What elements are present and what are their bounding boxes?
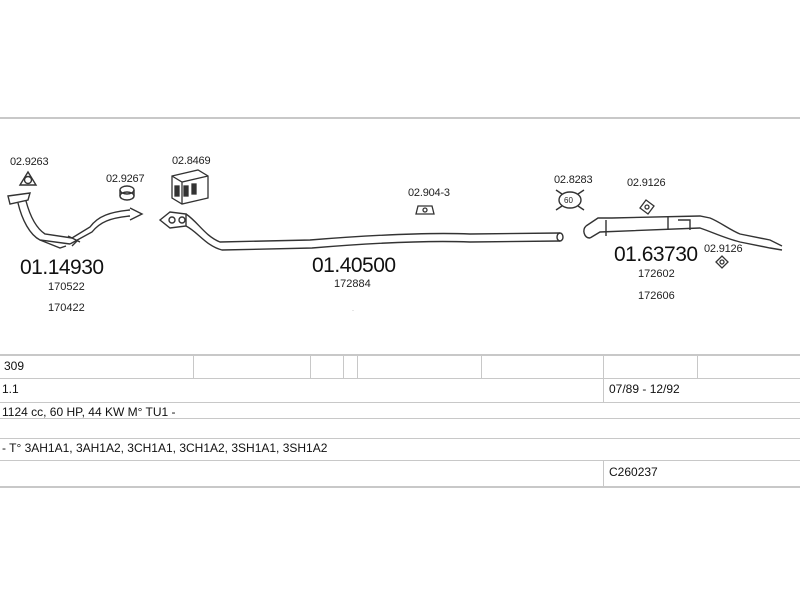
table-divider (357, 356, 358, 378)
table-divider (481, 356, 482, 378)
rubber-hanger-icon (416, 206, 434, 214)
table-divider (0, 402, 800, 403)
table-divider (0, 378, 800, 379)
mounting-kit-box-icon (172, 170, 208, 204)
part-ref: 170422 (48, 302, 85, 314)
table-divider (603, 379, 604, 402)
part-ref: 170522 (48, 281, 85, 293)
table-divider (0, 486, 800, 488)
ring-gasket-icon (120, 186, 134, 200)
part-number[interactable]: 01.14930 (20, 256, 104, 279)
accessory-label: 02.9126 (627, 177, 666, 189)
middle-pipe-icon (160, 212, 563, 250)
accessory-label: 02.8283 (554, 174, 593, 186)
clamp-size-label: 60 (564, 196, 573, 205)
production-years: 07/89 - 12/92 (609, 382, 680, 396)
accessory-label: 02.8469 (172, 155, 211, 167)
table-divider (343, 356, 344, 378)
part-ref: 172884 (334, 278, 371, 290)
table-divider (603, 461, 604, 486)
part-number[interactable]: 01.63730 (614, 243, 698, 266)
front-pipe-icon (8, 193, 142, 248)
catalog-reference: C260237 (609, 465, 658, 479)
table-divider (193, 356, 194, 378)
table-divider (603, 356, 604, 378)
table-divider (0, 438, 800, 439)
table-divider (310, 356, 311, 378)
accessory-label: 02.9126 (704, 243, 743, 255)
table-divider (0, 354, 800, 356)
part-ref: 172602 (638, 268, 675, 280)
accessory-label: 02.9267 (106, 173, 145, 185)
engine-spec: 1124 cc, 60 HP, 44 KW M° TU1 - (2, 405, 176, 419)
gasket-icon (20, 172, 36, 185)
rubber-mount-icon (640, 200, 654, 214)
accessory-label: 02.9263 (10, 156, 49, 168)
vehicle-model: 309 (4, 359, 25, 373)
part-ref: 172606 (638, 290, 675, 302)
table-divider (697, 356, 698, 378)
accessory-label: 02.904-3 (408, 187, 450, 199)
svg-text:·: · (352, 308, 354, 314)
engine-codes: - T° 3AH1A1, 3AH1A2, 3CH1A1, 3CH1A2, 3SH1A1, 3SH1A2 (2, 441, 328, 455)
engine-size: 1.1 (2, 382, 19, 396)
table-divider (0, 460, 800, 461)
rubber-mount-icon (716, 256, 728, 268)
part-number[interactable]: 01.40500 (312, 254, 396, 277)
